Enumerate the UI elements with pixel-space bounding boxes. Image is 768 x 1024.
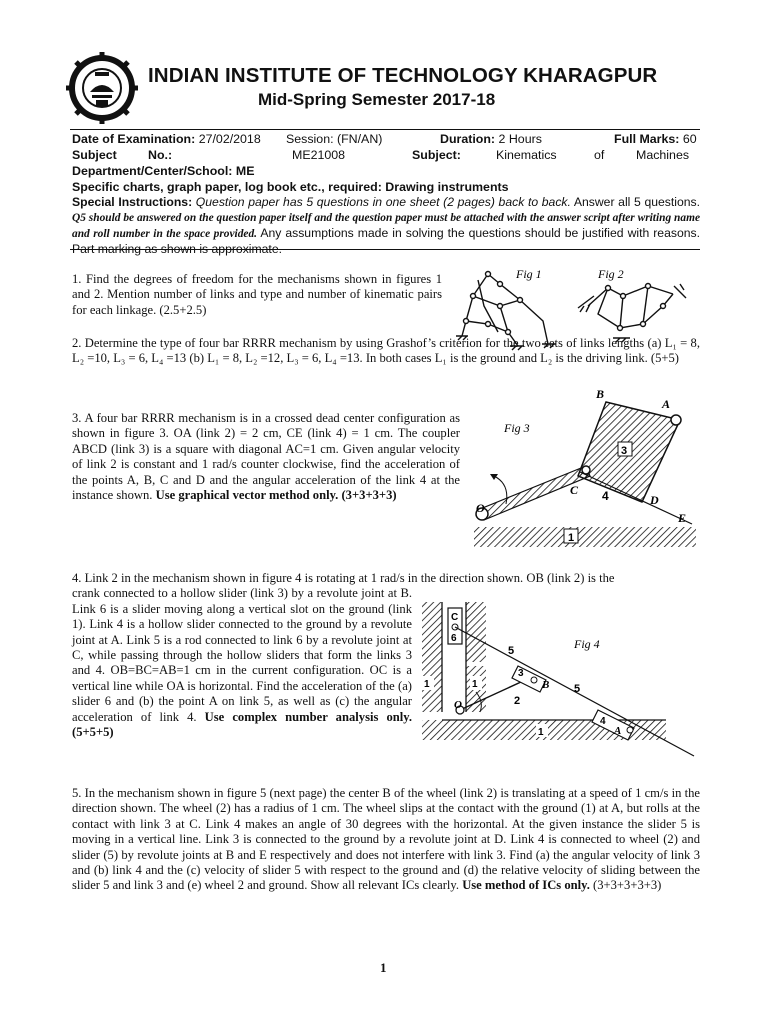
svg-text:1: 1 [568,532,575,544]
svg-text:E: E [678,511,687,525]
svg-text:B: B [542,679,550,691]
svg-text:6: 6 [451,633,457,644]
svg-text:4: 4 [602,489,609,503]
svg-text:O: O [476,501,485,515]
subject-word-3: Machines [636,148,690,162]
question-2: 2. Determine the type of four bar RRRR mechanism by using Grashof’s criterion for the two sets of links lengths (a) L₁ = 8, L₂ =10, L₃ = 6, L₄ =13 (b) L₁ = 8, L₂ =12, L₃ = 6, L₄ =13. In both cases L₁ is the ground and L₂ is the driving link. (5+5) [72,336,700,366]
duration-row: Duration: 2 Hours [440,132,542,146]
svg-text:A: A [614,725,622,737]
semester-title: Mid-Spring Semester 2017-18 [258,90,496,109]
question-5: 5. In the mechanism shown in figure 5 (next page) the center B of the wheel (link 2) is translating at a speed of 1 cm/s in the direction shown. The wheel (2) has a radius of 1 cm. The wheel slips at the contact with the ground (1) at A, but rolls at the contact with link 3 at C. Link 4 makes an angle of 30 degrees with the horizontal. At the given instance the slider 5 is moving in a vertical line. Link 3 is connected to the ground by a revolute joint at D. Link 4 is connected to wheel (2) and slider (5) by revolute joints at B and E respectively and does not interfere with link 3. Find (a) the angular velocity of link 3 and (b) link 4 and the (c) velocity of slider 5 with respect to the ground and (d) the relative velocity of sliding between the slider 5 and link 3 and (e) wheel 2 and ground. Show all relevant ICs clearly. Use method of ICs only. (3+3+3+3+3) [72,786,700,893]
svg-text:5: 5 [574,683,581,695]
svg-text:2: 2 [514,695,521,707]
charts-row: Specific charts, graph paper, log book etc., required: Drawing instruments [72,180,509,194]
svg-text:A: A [662,397,671,411]
svg-text:1: 1 [472,679,478,690]
institute-title: INDIAN INSTITUTE OF TECHNOLOGY KHARAGPUR [148,64,658,87]
svg-text:B: B [596,387,605,401]
special-instructions: Special Instructions: Question paper has 5 questions in one sheet (2 pages) back to back. Answer all 5 questions. Q5 should be answered on the question paper itself and the question paper must be attached with the answer script after writing name and roll number in the space provided. Any assumptions made in solving the questions should be justified with reasons. Part marking as shown is approximate. [72,195,700,256]
figure-4 [418,596,700,772]
session-label: Session: (FN/AN) [286,132,383,146]
header-rule-top [70,129,700,130]
question-1: 1. Find the degrees of freedom for the mechanisms shown in figures 1 and 2. Mention number of links and type and number of kinematic pairs for each linkage. (2.5+2.5) [72,272,442,317]
svg-text:3: 3 [621,445,628,457]
iit-kgp-logo-icon [62,48,142,128]
department-row: Department/Center/School: ME [72,164,255,178]
full-marks-row: Full Marks: 60 [614,132,697,146]
fig3-label: Fig 3 [504,421,530,435]
question-4: crank connected to a hollow slider (link 3) by a revolute joint at B. Link 6 is a slider moving along a vertical slot on the ground (link 1). Link 4 is a hollow slider connected to the ground by a revolute joint at A. Link 5 is a rod connected to link 6 by a revolute joint at C, while passing through the hollow sliders that form the links 3 and 4. OB=BC=AB=1 cm in the current configuration. OC is a vertical line while OA is horizontal. Find the acceleration of the (a) slider 6 and (b) the point A on link 5, as well as (c) the angular acceleration of link 4. Use complex number analysis only. (5+5+5) [72,586,412,740]
fig4-label: Fig 4 [574,637,600,651]
svg-text:D: D [650,493,659,507]
svg-text:1: 1 [538,727,544,738]
header-rule-bottom [70,249,700,250]
fig1-label: Fig 1 [516,267,542,281]
svg-text:C: C [570,483,579,497]
svg-text:O: O [454,699,462,711]
question-3: 3. A four bar RRRR mechanism is in a crossed dead center configuration as shown in figure 3. OA (link 2) = 2 cm, CE (link 4) = 1 cm. The coupler ABCD (link 3) is a square with diagonal AC=1 cm. Given angular velocity of link 2 is constant and 1 rad/s counter clockwise, find the acceleration of the points A, B, C and D and the angular acceleration of the link 4 at the instance shown. Use graphical vector method only. (3+3+3+3) [72,411,460,503]
subject-no-label2: No.: [148,148,173,162]
page-number: 1 [380,960,387,975]
subject-word-2: of [594,148,605,162]
svg-text:3: 3 [518,668,524,679]
subject-word-1: Kinematics [496,148,557,162]
subject-label: Subject: [412,148,461,162]
subject-no-label: Subject [72,148,117,162]
question-4-line-1: 4. Link 2 in the mechanism shown in figure 4 is rotating at 1 rad/s in the direction shown. OB (link 2) is the [72,571,615,585]
figure-3 [466,384,698,554]
svg-text:C: C [451,612,459,623]
date-row: Date of Examination: 27/02/2018 [72,132,261,146]
svg-text:4: 4 [600,716,606,727]
svg-text:5: 5 [508,645,515,657]
svg-text:1: 1 [424,679,430,690]
subject-no-value: ME21008 [292,148,346,162]
fig2-label: Fig 2 [598,267,624,281]
